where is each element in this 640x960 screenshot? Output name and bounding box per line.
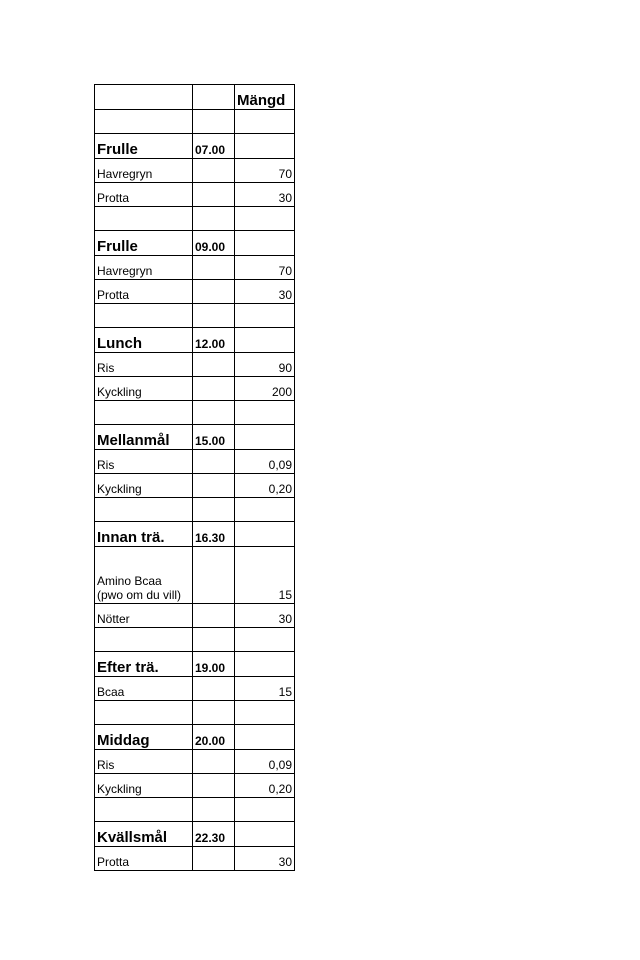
item-row	[95, 474, 295, 498]
header-cell-amount: Mängd	[235, 85, 295, 110]
meal-time: 16.30	[193, 522, 235, 547]
empty-cell	[193, 547, 235, 604]
item-row	[95, 450, 295, 474]
empty-cell	[193, 628, 235, 652]
empty-cell	[95, 207, 193, 231]
meal-plan-sheet	[94, 84, 295, 871]
empty-cell	[193, 401, 235, 425]
spacer-row	[95, 304, 295, 328]
item-name: Ris	[95, 450, 193, 474]
empty-cell	[95, 401, 193, 425]
item-row	[95, 353, 295, 377]
empty-cell	[235, 110, 295, 134]
item-amount: 70	[235, 256, 295, 280]
item-amount: 30	[235, 280, 295, 304]
item-amount: 0,09	[235, 450, 295, 474]
empty-cell	[193, 280, 235, 304]
empty-cell	[193, 450, 235, 474]
empty-cell	[235, 522, 295, 547]
empty-cell	[193, 474, 235, 498]
item-row	[95, 677, 295, 701]
header-row	[95, 85, 295, 110]
empty-cell	[235, 701, 295, 725]
empty-cell	[95, 628, 193, 652]
item-name: Protta	[95, 183, 193, 207]
empty-cell	[193, 847, 235, 871]
empty-cell	[235, 328, 295, 353]
empty-cell	[193, 183, 235, 207]
empty-cell	[193, 377, 235, 401]
item-row	[95, 750, 295, 774]
item-name: Kyckling	[95, 377, 193, 401]
meal-time: 07.00	[193, 134, 235, 159]
meal-name: Middag	[95, 725, 193, 750]
item-name: Kyckling	[95, 474, 193, 498]
empty-cell	[193, 798, 235, 822]
meal-time: 20.00	[193, 725, 235, 750]
empty-cell	[193, 774, 235, 798]
meal-name: Mellanmål	[95, 425, 193, 450]
empty-cell	[193, 677, 235, 701]
meal-row	[95, 522, 295, 547]
item-name: Ris	[95, 353, 193, 377]
item-amount: 30	[235, 847, 295, 871]
empty-cell	[193, 207, 235, 231]
header-cell-2	[193, 85, 235, 110]
meal-time: 19.00	[193, 652, 235, 677]
item-amount: 70	[235, 159, 295, 183]
meal-row	[95, 134, 295, 159]
spacer-row	[95, 628, 295, 652]
meal-plan-table	[94, 84, 295, 871]
meal-name: Efter trä.	[95, 652, 193, 677]
meal-name: Frulle	[95, 231, 193, 256]
empty-cell	[235, 725, 295, 750]
empty-cell	[193, 498, 235, 522]
empty-cell	[95, 110, 193, 134]
item-amount: 30	[235, 183, 295, 207]
item-name: Amino Bcaa (pwo om du vill)	[95, 547, 193, 604]
item-amount: 0,09	[235, 750, 295, 774]
spacer-row	[95, 701, 295, 725]
meal-time: 22.30	[193, 822, 235, 847]
empty-cell	[235, 231, 295, 256]
empty-cell	[235, 207, 295, 231]
empty-cell	[193, 604, 235, 628]
item-name: Kyckling	[95, 774, 193, 798]
meal-time: 12.00	[193, 328, 235, 353]
meal-name: Frulle	[95, 134, 193, 159]
meal-row	[95, 725, 295, 750]
spacer-row	[95, 401, 295, 425]
item-amount: 15	[235, 677, 295, 701]
item-amount: 200	[235, 377, 295, 401]
item-name: Nötter	[95, 604, 193, 628]
empty-cell	[193, 353, 235, 377]
item-row	[95, 183, 295, 207]
spacer-row	[95, 498, 295, 522]
empty-cell	[235, 822, 295, 847]
meal-name: Kvällsmål	[95, 822, 193, 847]
item-row	[95, 547, 295, 604]
item-amount: 15	[235, 547, 295, 604]
meal-row	[95, 231, 295, 256]
empty-cell	[193, 256, 235, 280]
empty-cell	[235, 425, 295, 450]
item-name: Havregryn	[95, 256, 193, 280]
item-row	[95, 847, 295, 871]
spacer-row	[95, 207, 295, 231]
empty-cell	[235, 498, 295, 522]
meal-name: Lunch	[95, 328, 193, 353]
spacer-row	[95, 798, 295, 822]
item-row	[95, 604, 295, 628]
item-row	[95, 256, 295, 280]
item-name: Protta	[95, 847, 193, 871]
item-amount: 0,20	[235, 774, 295, 798]
empty-cell	[235, 304, 295, 328]
empty-cell	[193, 750, 235, 774]
item-amount: 90	[235, 353, 295, 377]
empty-cell	[95, 304, 193, 328]
empty-cell	[193, 701, 235, 725]
item-row	[95, 280, 295, 304]
empty-cell	[95, 498, 193, 522]
empty-cell	[193, 159, 235, 183]
empty-cell	[193, 110, 235, 134]
meal-row	[95, 652, 295, 677]
item-row	[95, 377, 295, 401]
header-cell-1	[95, 85, 193, 110]
item-name: Bcaa	[95, 677, 193, 701]
meal-name: Innan trä.	[95, 522, 193, 547]
item-name: Havregryn	[95, 159, 193, 183]
empty-cell	[235, 628, 295, 652]
item-amount: 30	[235, 604, 295, 628]
empty-cell	[95, 798, 193, 822]
empty-cell	[235, 134, 295, 159]
table-body	[95, 85, 295, 871]
empty-cell	[235, 401, 295, 425]
item-row	[95, 774, 295, 798]
meal-row	[95, 822, 295, 847]
empty-cell	[235, 652, 295, 677]
empty-cell	[235, 798, 295, 822]
spacer-row	[95, 110, 295, 134]
empty-cell	[95, 701, 193, 725]
item-name: Protta	[95, 280, 193, 304]
empty-cell	[193, 304, 235, 328]
meal-time: 15.00	[193, 425, 235, 450]
meal-row	[95, 425, 295, 450]
item-name: Ris	[95, 750, 193, 774]
item-amount: 0,20	[235, 474, 295, 498]
meal-row	[95, 328, 295, 353]
item-row	[95, 159, 295, 183]
meal-time: 09.00	[193, 231, 235, 256]
